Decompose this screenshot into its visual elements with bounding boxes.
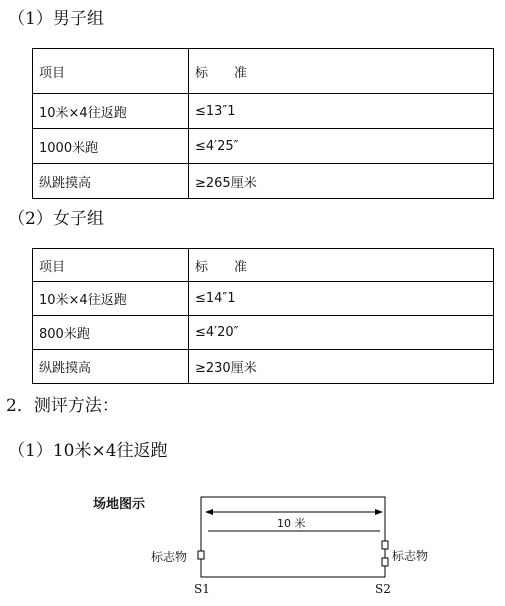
standard-cell: ≤4′25″ [189,129,494,164]
start-label-s1: S1 [194,582,210,596]
standard-cell: ≤4′20″ [189,316,494,350]
header-item: 项目 [33,49,189,94]
header-standard: 标 准 [189,49,494,94]
marker-label-left: 标志物 [151,550,188,564]
section-2-heading: 2．测评方法： [6,396,119,416]
female-standards-table [32,248,494,384]
item-cell: 800米跑 [33,316,189,350]
right-marker-bottom [382,558,388,566]
header-standard: 标 准 [189,249,494,282]
shuttle-run-heading: （1）10米×4往返跑 [8,441,168,461]
table-row [33,164,494,199]
table-row [33,282,494,316]
table-row [33,350,494,384]
arrow-right-head [375,509,383,515]
field-diagram [0,490,505,602]
item-cell: 10米×4往返跑 [33,282,189,316]
table-row [33,94,494,129]
item-cell: 纵跳摸高 [33,164,189,199]
header-item: 项目 [33,249,189,282]
distance-label: 10 米 [277,517,306,530]
table-row [33,316,494,350]
diagram-title: 场地图示 [93,497,146,512]
table-header-row [33,49,494,94]
standard-cell: ≥265厘米 [189,164,494,199]
right-marker-top [382,541,388,549]
male-standards-table [32,48,494,199]
male-group-heading: （1）男子组 [8,9,104,29]
item-cell: 纵跳摸高 [33,350,189,384]
table-header-row [33,249,494,282]
table-row [33,129,494,164]
marker-label-right: 标志物 [392,549,429,563]
female-group-heading: （2）女子组 [8,209,104,229]
field-boundary [201,497,385,577]
standard-cell: ≤14″1 [189,282,494,316]
standard-cell: ≥230厘米 [189,350,494,384]
left-marker [198,551,204,559]
arrow-left-head [205,509,213,515]
item-cell: 1000米跑 [33,129,189,164]
item-cell: 10米×4往返跑 [33,94,189,129]
end-label-s2: S2 [375,582,391,596]
standard-cell: ≤13″1 [189,94,494,129]
field-diagram-drawing [0,490,505,602]
